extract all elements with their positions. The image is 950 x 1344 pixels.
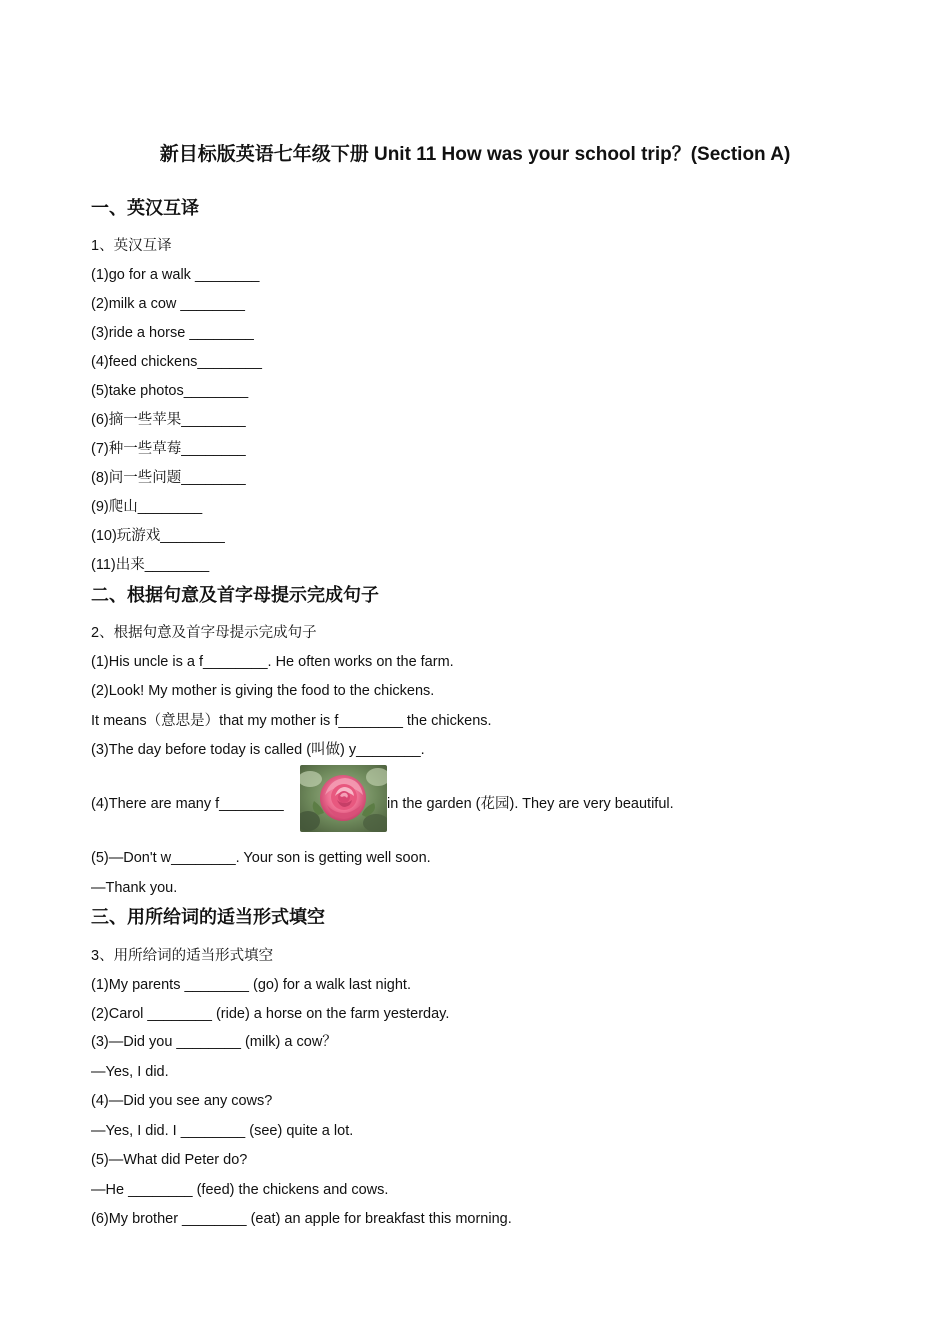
list-item: (5)—Don't w________. Your son is getting well soon.: [91, 850, 431, 866]
list-item: (4)feed chickens________: [91, 354, 262, 370]
list-item: (4)—Did you see any cows?: [91, 1093, 273, 1109]
list-item: (3)ride a horse ________: [91, 325, 254, 341]
list-item: in the garden (花园). They are very beautiful.: [387, 796, 674, 812]
list-item: (11)出来________: [91, 557, 210, 573]
section-3-heading: 三、用所给词的适当形式填空: [91, 907, 325, 927]
section-3-question: 3、用所给词的适当形式填空: [91, 948, 274, 964]
list-item: (2)Carol ________ (ride) a horse on the farm yesterday.: [91, 1006, 450, 1022]
list-item: (8)问一些问题________: [91, 470, 246, 486]
list-item: It means（意思是）that my mother is f________ the chickens.: [91, 713, 492, 729]
list-item: (10)玩游戏________: [91, 528, 225, 544]
list-item: (3)The day before today is called (叫做) y________.: [91, 742, 425, 758]
list-item: (4)There are many f________: [91, 796, 284, 812]
list-item: (3)—Did you ________ (milk) a cow？: [91, 1034, 337, 1050]
section-2-question: 2、根据句意及首字母提示完成句子: [91, 625, 317, 641]
page-title: 新目标版英语七年级下册 Unit 11 How was your school trip？(Section A): [159, 144, 791, 165]
list-item: (6)摘一些苹果________: [91, 412, 246, 428]
list-item: (2)Look! My mother is giving the food to the chickens.: [91, 683, 435, 699]
rose-flower-image: [300, 765, 387, 832]
list-item: (1)go for a walk ________: [91, 267, 260, 283]
list-item: (1)My parents ________ (go) for a walk last night.: [91, 977, 411, 993]
list-item: (2)milk a cow ________: [91, 296, 245, 312]
list-item: (6)My brother ________ (eat) an apple for breakfast this morning.: [91, 1211, 512, 1227]
list-item: (7)种一些草莓________: [91, 441, 246, 457]
list-item: —Thank you.: [91, 880, 178, 896]
section-2-heading: 二、根据句意及首字母提示完成句子: [91, 585, 379, 605]
list-item: (9)爬山________: [91, 499, 203, 515]
list-item: —Yes, I did.: [91, 1064, 169, 1080]
list-item: (5)—What did Peter do?: [91, 1152, 248, 1168]
section-1-question: 1、英汉互译: [91, 238, 172, 254]
list-item: (5)take photos________: [91, 383, 249, 399]
section-1-heading: 一、英汉互译: [91, 198, 199, 218]
list-item: —Yes, I did. I ________ (see) quite a lot.: [91, 1123, 354, 1139]
list-item: (1)His uncle is a f________. He often works on the farm.: [91, 654, 454, 670]
list-item: —He ________ (feed) the chickens and cows.: [91, 1182, 389, 1198]
